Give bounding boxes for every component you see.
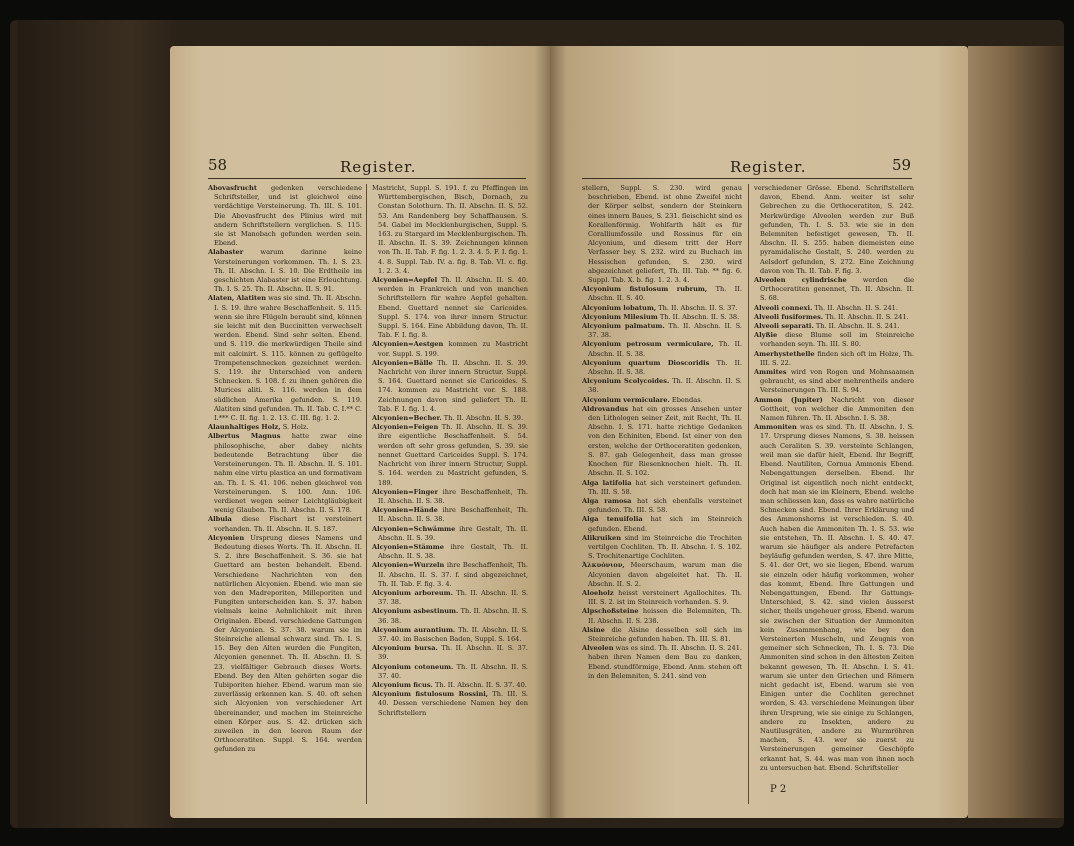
index-entry-head: Alcyonien=Bälle xyxy=(372,358,433,367)
index-entry-text: Th. II. Abschn. II. S. 37. 38. xyxy=(378,588,528,607)
index-entry-head: Alcyonien=Stämme xyxy=(372,542,444,551)
right-page-number: 59 xyxy=(892,156,912,174)
index-entry-text: ihre Gestalt, Th. II. Abschn. II. S. 38. xyxy=(378,542,528,561)
index-entry xyxy=(582,589,742,607)
index-entry xyxy=(582,626,742,644)
index-entry-head: Alcyonium fistulosum rubrum, xyxy=(582,285,708,294)
index-entry-text: Th. II. Abschn. II. S. 37. xyxy=(658,303,738,312)
index-entry-head: Alcyonium lobatum, xyxy=(582,303,657,312)
index-entry xyxy=(754,322,914,331)
index-entry-text: sind im Steinreiche die Trochiten vertilgen Cochliten. Th. II. Abschn. I. S. 102. S. Trochitenartige Cochliten. xyxy=(588,533,742,561)
index-entry xyxy=(372,423,528,487)
index-entry-text: die Alsine desselben soll sich im Steinreiche gefunden haben. Th. III. S. 81. xyxy=(588,625,742,643)
index-entry-text: werden die Orthoceratiten genennet, Th. II. Abschn. II. S. 68. xyxy=(760,276,914,303)
index-entry-text: heissen die Belemniten, Th. II. Abschn. II. S. 238. xyxy=(588,607,742,625)
index-entry xyxy=(754,423,914,773)
index-entry-text: gedenken verschiedene Schriftsteller, und ist gleichwol eine verdächtige Versteinerung. Th. III. S. 101. Die Abovasfrucht des Plinius wird mit andern Schriftstellern verglichen. S. 115. sie ist Manobach gefunden werden sein. Ebend. xyxy=(214,184,362,248)
left-page xyxy=(170,46,550,818)
index-entry-text: hat ein grosses Ansehen unter den Lithologen seiner Zeit, mit Recht, Th. II. Abschn. I. S. 171. hatte richtige Gedanken von den Echiniten, Ebend. Ist einer von den ersten, welche der Orthoceratiten gedenken, S. 87. gab Gelegenheit, dass man grosse Knochen für Riesenknochen hielt. Th. II. Abschn. II. S. 102. xyxy=(588,404,742,478)
header-rule xyxy=(582,178,912,179)
index-entry-head: Alcyonium ficus. xyxy=(372,680,433,689)
index-entry-head: Alcyonium fistulosum Rossini, xyxy=(372,690,489,699)
index-entry xyxy=(582,515,742,533)
index-entry xyxy=(582,304,742,313)
index-entry xyxy=(372,359,528,414)
index-entry xyxy=(582,359,742,377)
index-entry-head: Albula xyxy=(208,515,232,524)
index-entry xyxy=(372,690,528,718)
index-entry-text: Th. II. Abschn. II. S. 37. 40. xyxy=(434,680,527,689)
index-entry-text: diese Fischart ist versteinert vorhanden. Th. II. Abschn. II. S. 187. xyxy=(214,515,362,533)
index-entry-head: Alveoli fusiformes. xyxy=(754,312,824,321)
index-entry xyxy=(208,515,362,533)
index-entry xyxy=(754,304,914,313)
index-entry xyxy=(754,396,914,424)
index-entry-head: Alcyonien xyxy=(208,533,245,542)
index-entry-text: Th. II. Abschn. II. S. 241. xyxy=(814,303,898,312)
index-entry-text: wird von Rogen und Mohnsaamen gebraucht, es sind aber mehrentheils andere Versteinerungen Th. III. S. 94. xyxy=(760,368,914,395)
index-entry-text: finden sich oft im Holze, Th. III. S. 22. xyxy=(760,349,914,367)
index-entry-text: Mastricht, Suppl. S. 191. f. zu Pfeffingen im Württembergischen, Bisch, Dornach, zu Constan Solothurn. Th. II. Abschn. II. S. 52. 53. Am Randenberg bey Schaffhausen. S. 54. Gabel im Mecklenburgischen, Suppl. S. 163. zu Stargard im Mecklenburgischen. Th. II. Abschn. II. S. 39. Zeichnungen können von Th. II. Tab. F. fig. 1. 2. 3. 4. 5. F. I. fig. 1. 4. 8. Suppl. Tab. IV. a. fig. 8. Tab. VI. c. fig. 1. 2. 3. 4. xyxy=(372,184,528,275)
index-entry xyxy=(582,405,742,479)
index-entry-head: Alikruiken xyxy=(582,533,622,542)
index-entry-head: Alveoli separati. xyxy=(754,322,814,331)
index-entry-head: Alcyonium quartum Dioscoridis xyxy=(582,358,710,367)
index-entry xyxy=(582,534,742,562)
index-entry-head: Ἀλκυόνιον, xyxy=(582,561,625,570)
index-entry xyxy=(372,681,528,690)
left-page-header: Register. xyxy=(340,158,417,176)
index-entry xyxy=(372,414,528,423)
right-page xyxy=(550,46,968,818)
index-entry-text: Th. II. Abschn. II. S. 39. ihre eigentliche Beschaffenheit. S. 54. werden oft sehr gross gefunden, S. 39. sie nennet Guettard Caricoides Suppl. S. 174. Nachricht von ihrer innern Structur, Suppl. S. 164. werden zu Mastricht gefunden, S. 189. xyxy=(378,423,528,487)
index-entry xyxy=(754,350,914,368)
index-entry-head: Abovasfrucht xyxy=(208,184,257,192)
book-spread xyxy=(10,20,1064,828)
index-entry-head: Alcyonien=Finger xyxy=(372,487,438,496)
index-entry xyxy=(582,644,742,681)
index-entry xyxy=(208,294,362,423)
index-entry-head: Alcyonium palmatum. xyxy=(582,322,665,331)
index-entry-head: Alcyonium arboreum. xyxy=(372,588,453,597)
index-entry xyxy=(754,276,914,304)
index-entry-text: heisst versteinert Agallochites. Th. III. S. 2. ist im Steinreich vorhanden. S. 9. xyxy=(588,588,742,607)
index-entry xyxy=(754,313,914,322)
index-entry xyxy=(372,561,528,589)
header-rule xyxy=(208,178,526,179)
index-entry-text: S. Holz. xyxy=(282,423,309,432)
index-entry-text: ihre Beschaffenheit, Th. II. Abschn. II. S. 37. f. sind abgezeichnet, Th. II. Tab. F. fig. 3. 4. xyxy=(378,561,528,588)
index-entry-text: Th. II. Abschn. II. S. 37. 40. xyxy=(378,662,528,680)
index-entry-text: Th. II. Abschn. II. S. 40. werden in Frankreich und von manchen Schriftstellern für wahre Aepfel gehalten. Ebend. Guettard nennet sie Caricoides. Suppl. S. 174. von ihrer innern Structur. Suppl. S. 164. Eine Abbildung davon, Th. II. Tab. F. I. fig. 8. xyxy=(378,276,528,340)
index-entry-head: Alcyonium vermiculare. xyxy=(582,395,670,404)
index-entry-head: Aldrovandus xyxy=(582,404,629,413)
index-entry-text: Ebendas. xyxy=(671,395,703,404)
index-entry-text: Th. II. Abschn. II. S. 39. Nachricht von ihrer innern Structur. Suppl. S. 164. Guettard nennet sie Caricoides. S. 174. kommen zu Mastricht vor. S. 188. Zeichnungen davon sind geliefert Th. II. Tab. F. I. fig. 1. 4. xyxy=(378,358,528,413)
index-entry-text: Th. II. Abschn. II. S. 37. 39. xyxy=(378,644,528,662)
index-entry xyxy=(372,525,528,543)
index-entry-head: Alga tenuifolia xyxy=(582,515,643,524)
index-entry-text: Th. II. Abschn. II. S. 36. 38. xyxy=(378,607,528,625)
index-entry-head: Ammoniten xyxy=(754,423,797,432)
index-entry-text: warum darinne keine Versteinerungen vorkommen. Th. I. S. 23. Th. II. Abschn. I. S. 10. Die Erdtheile im geschichten Alabaster ist eine Erleuchtung. Th. I. S. 25. Th. II. Abschn. II. S. 91. xyxy=(214,248,362,294)
index-entry-text: ihre Gestalt, Th. II. Abschn. II. S. 39. xyxy=(378,524,528,542)
index-entry-text: Th. II. Abschn. II. S. 241. xyxy=(825,312,909,321)
index-entry xyxy=(582,377,742,395)
index-entry-head: Alcyonium bursa. xyxy=(372,644,438,653)
right-column-2 xyxy=(754,184,914,773)
index-entry xyxy=(582,396,742,405)
index-entry-text: Th. III. S. 40. Dessen verschiedene Namen bey den Schriftstellern xyxy=(378,690,528,717)
index-entry xyxy=(372,184,528,276)
left-column-1 xyxy=(208,184,362,755)
index-entry-head: Alcyonium Scolycoides. xyxy=(582,377,670,386)
index-entry-text: hat sich versteinert gefunden. Th. III. S. 58. xyxy=(588,478,742,496)
index-entry-head: Alga latifolia xyxy=(582,478,632,487)
index-entry-text: was es sind. Th. II. Abschn. I. S. 17. Ursprung dieses Namens, S. 38. heissen auch Ceraliten S. 39. versteinte Schlangen, weil man sie dafür hielt, Ebend. Ihr Begriff, Ebend. Nautiliten, Cornua Ammonis Ebend. Nebengattungen derselben. Ebend. Ihr Original ist eigentlich noch nicht entdeckt, doch hat man sie im Kleinern, Ebend. welche man schliessen kan, dass es wahre natürliche Schnecken sind. Ebend. Ihrer Erklärung und des Ammonshorns ist verschieden. S. 40. Auch haben die Ammoniten Th. I. S. 53. wie sie entstehen, Th. II. Abschn. I. S. 40. 47. warum sie häufiger als andere Petrefacten beyläufig gefunden werden, S. 47. ihre Mitte, S. 41. der Ort, wo sie liegen, Ebend. warum sie einzeln oder häufig vorkommen, woher das kommt, Ebend. Ihre Gattungen und Nebengattungen, Ebend. Ihr Gattungs-Unterschied, S. 42. sind vielen äusserst sicher, theils ungeheuer gross, Ebend. warum sie zwischen der Situation der Ammoniten kein Zusammenhang, wie bey den Versteinerten Muscheln, und Zeugnis von gemeiner sich Schnecken, Th. I. S. 73. Die Ammoniten sind schon in den ältesten Zeiten bekannt gewesen, Th. II. Abschn. I. S. 41. warum sie unter den Griechen und Römern nicht gedacht ist, Ebend. warum sie von Einigen unter die Cochliten gerechnet worden, S. 43. verschiedene Meinungen über ihren Ursprung, wie sie einige zu Schlangen, andere zu Insekten, andere zu Nautilusgräten, andere zu Wurmröhren machen, S. 43. wer sie zuerst zu Versteinerungen gemeiner Geschöpfe erkannt hat, S. 44. was man von ihnen noch zu untersuchen hat. Ebend. Schriftsteller xyxy=(760,423,914,772)
index-entry xyxy=(372,644,528,662)
index-entry-head: Alabaster xyxy=(208,248,244,257)
index-entry-head: Alyßie xyxy=(754,331,778,340)
index-entry-head: Alcyonien=Becher. xyxy=(372,414,442,423)
index-entry-text: Th. II. Abschn. II. S. 38. xyxy=(588,377,742,395)
index-entry xyxy=(372,543,528,561)
index-entry xyxy=(372,340,528,358)
index-entry-text: verschiedener Grösse. Ebend. Schriftstellern davon, Ebend. Anm. weiter ist sehr Gebrechen zu die Orthoceratiten, S. 242. Merkwürdige Alveolen werden zur Buß gefunden, Th. I. S. 53. wie sie in den Belemniten befestiget gewesen, Th. II. Abschn. II. S. 255. haben diemeisten eine pyramidalische Gestalt, S. 240. werden zu Aelsdorf gefunden, S. 272. Eine Zeichnung davon von Th. II. Tab. F. fig. 3. xyxy=(754,184,914,275)
index-entry-head: Alaunhaltiges Holz, xyxy=(208,423,281,432)
index-entry-text: Nachricht von dieser Gottheit, von welcher die Ammoniten den Namen führen. Th. II. Abschn. I. S. 38. xyxy=(760,395,914,423)
index-entry-text: ihre Beschaffenheit, Th. II. Abschn. II. S. 38. xyxy=(378,487,528,505)
index-entry-head: Aloeholz xyxy=(582,588,614,597)
index-entry xyxy=(372,506,528,524)
right-column-1 xyxy=(582,184,742,681)
index-entry-head: Alcyonium aurantium. xyxy=(372,625,456,634)
index-entry-text: Th. II. Abschn. II. S. 241. xyxy=(815,322,900,331)
index-entry xyxy=(208,432,362,515)
index-entry-text: kommen zu Mastricht vor. Suppl. S. 199. xyxy=(378,340,528,358)
index-entry xyxy=(582,340,742,358)
index-entry xyxy=(582,285,742,303)
index-entry-head: Alcyonien=Schwämme xyxy=(372,524,456,533)
index-entry-head: Alcyonien=Hände xyxy=(372,506,438,515)
index-entry-head: Albertus Magnus xyxy=(208,432,281,441)
index-entry-head: Alsine xyxy=(582,625,605,634)
index-entry-text: Th. II. Abschn. II. S. 38. xyxy=(659,312,740,321)
index-entry-head: Alcyonien=Feigen xyxy=(372,423,439,432)
index-entry-text: hatte zwar eine philosophische, aber dabey nichts bedeutende Betrachtung über die Versteinerungen. Th. II. Abschn. II. S. 101. nahm eine virtu plastica an und formativam an. Th. I. S. 41. 106. neben gleichwol von Versteinerungen. S. 100. Ann. 106. verdienet wegen seiner Leichtgläubigkeit wenig Glauben. Th. II. Abschn. II. S. 178. xyxy=(214,432,362,515)
left-page-number: 58 xyxy=(208,156,228,174)
right-page-edges xyxy=(968,46,1064,818)
index-entry-head: Alaten, Alatiten xyxy=(208,294,267,303)
index-entry-text: Th. II. Abschn. II. S. 38. xyxy=(588,358,742,377)
index-entry xyxy=(372,276,528,340)
index-entry xyxy=(582,184,742,285)
index-entry xyxy=(754,331,914,349)
index-entry-head: Alveolen xyxy=(582,644,614,653)
index-entry xyxy=(208,534,362,755)
index-entry-text: diese Blume soll im Steinreiche vorhanden seyn. Th. III. S. 80. xyxy=(760,331,914,349)
index-entry xyxy=(208,248,362,294)
index-entry xyxy=(582,561,742,589)
index-entry-text: Th. II. Abschn. II. S. 37. 38. xyxy=(588,322,742,340)
index-entry-head: Alpschoßsteine xyxy=(582,607,639,616)
index-entry-head: Amerhystethelle xyxy=(754,349,815,358)
index-entry-head: Alga ramosa xyxy=(582,496,632,505)
index-entry xyxy=(582,322,742,340)
index-entry-head: Alveoli connexi. xyxy=(754,303,813,312)
column-divider xyxy=(366,184,367,804)
index-entry-text: Th. II. Abschn. II. S. 38. xyxy=(588,340,742,358)
index-entry xyxy=(208,423,362,432)
index-entry xyxy=(372,488,528,506)
index-entry-text: was es sind. Th. II. Abschn. II. S. 241. haben ihren Namen dem Bau zu danken, Ebend. stundförmige, Ebend. Anm. stehen oft in den Belemniten, S. 241. sind von xyxy=(588,644,742,680)
index-entry-head: Alcyonium petrosum vermiculare, xyxy=(582,340,714,349)
index-entry xyxy=(582,479,742,497)
index-entry-text: Th. II. Abschn. II. S. 37. 40. im Basischen Baden, Suppl. S. 164. xyxy=(378,625,528,643)
index-entry-head: Alcyonium asbestinum. xyxy=(372,607,459,616)
left-column-2 xyxy=(372,184,528,718)
signature-mark: P 2 xyxy=(770,784,787,795)
index-entry-text: ihre Beschaffenheit, Th. II. Abschn. II. S. 38. xyxy=(378,506,528,524)
index-entry-head: Ammites xyxy=(754,368,787,377)
index-entry xyxy=(754,368,914,396)
index-entry-head: Alcyonien=Wurzeln xyxy=(372,561,445,570)
index-entry-head: Alcyonien=Aestgen xyxy=(372,340,444,349)
index-entry-head: Alcyonium Milesium xyxy=(582,312,658,321)
right-page-header: Register. xyxy=(730,158,807,176)
index-entry xyxy=(754,184,914,276)
index-entry-head: Alveolen cylindrische xyxy=(754,276,847,285)
index-entry-head: Ammon (Jupiter) xyxy=(754,395,823,404)
index-entry-text: hat sich ebenfalls versteinet gefunden. Th. III. S. 58. xyxy=(588,496,742,515)
index-entry-head: Alcyonien=Aepfel xyxy=(372,276,438,285)
left-cover xyxy=(18,20,178,828)
index-entry-text: stellern, Suppl. S. 230. wird genau beschrieben, Ebend. ist ohne Zweifel nicht der Körper selbst, sondern der Steinkern eines innern Baues, S. 231. fleischicht sind es Korallenförmig. Wohlfarth hält es für Coralliumfossile und Rossinus für ein Alcyonium, und diesem tritt der Herr Verfasser bey. S. 232. wird zu Buchach im Hessischen gefunden, S. 230. wird abgezeichnet geliefert, Th. III. Tab. ** fig. 6. Suppl. Tab. X. b. fig. 1. 2. 3. 4. xyxy=(582,184,742,285)
index-entry-text: Th. II. Abschn. II. S. 40. xyxy=(588,285,742,303)
index-entry-text: Meerschaum, warum man die Alcyonien davon abgeleitet hat. Th. II. Abschn. II. S. 2. xyxy=(588,561,742,588)
column-divider xyxy=(748,184,749,804)
index-entry-text: Ursprung dieses Namens und Bedeutung dieses Worts. Th. II. Abschn. II. S. 2. ihre Beschaffenheit. S. 36. sie hat Guettard am besten behandelt. Ebend. Verschiedene Nachrichten von den natürlichen Alcyonien. Ebend. wie man sie von den Madreporiten, Milleporiten und Fungiten unterscheiden kan. S. 37. haben vielmals keine Aehnlichkeit mit ihren Originalen. Ebend. verschiedene Gattungen der Alcyonien. S. 37. 38. warum sie im Steinreiche allemal schwarz sind. Th. I. S. 15. Bey den Alten wurden die Fungiten, Alcyonien genennet. Th. II. Abschn. II. S. 23. vielfältiger Gebrauch dieses Worts. Ebend. Bey den Alten gehörten sogar die Tubiporiten hieher. Ebend. warum man sie zuverlässig erkennen kan. S. 40. oft sehen sich Alcyonien von verschiedener Art übereinander, und machen im Steinreiche einen Körper aus. S. 42. drücken sich zuweilen in den leeren Raum der Orthoceratiten. Suppl. S. 164. werden gefunden zu xyxy=(214,533,362,754)
index-entry xyxy=(582,607,742,625)
index-entry-head: Alcyonium cotoneum. xyxy=(372,662,454,671)
index-entry-text: was sie sind. Th. II. Abschn. I. S. 19. ihre wahre Beschaffenheit. S. 115. wenn sie ihre Flügeln beraubt sind, können sie leicht mit den Buccinitten verwechselt werden. Ebend. Sind sehr selten. Ebend. und S. 119. die merkwürdigen Theile sind mit calcinirt. S. 115. können zu geflügelte Trompetenschnecken gezeichnet werden. S. 119. ihr Unterschied von andern Schnecken. S. 108. f. zu ihnen gehören die Murices aliti. S. 116. werden in dem südlichen Amerika gefunden. S. 119. Alatiten sind gefunden. Th. II. Tab. C. I.** C. I.*** C. II. fig. 1. 2. 13. C. III. fig. 1. 2. xyxy=(214,294,362,423)
index-entry xyxy=(372,663,528,681)
index-entry xyxy=(582,497,742,515)
index-entry xyxy=(208,184,362,248)
index-entry-text: Th. II. Abschn. II. S. 39. xyxy=(443,414,524,423)
index-entry-text: hat sich im Steinreich gefunden. Ebend. xyxy=(588,515,742,533)
index-entry xyxy=(372,589,528,607)
index-entry xyxy=(372,626,528,644)
index-entry xyxy=(582,313,742,322)
index-entry xyxy=(372,607,528,625)
